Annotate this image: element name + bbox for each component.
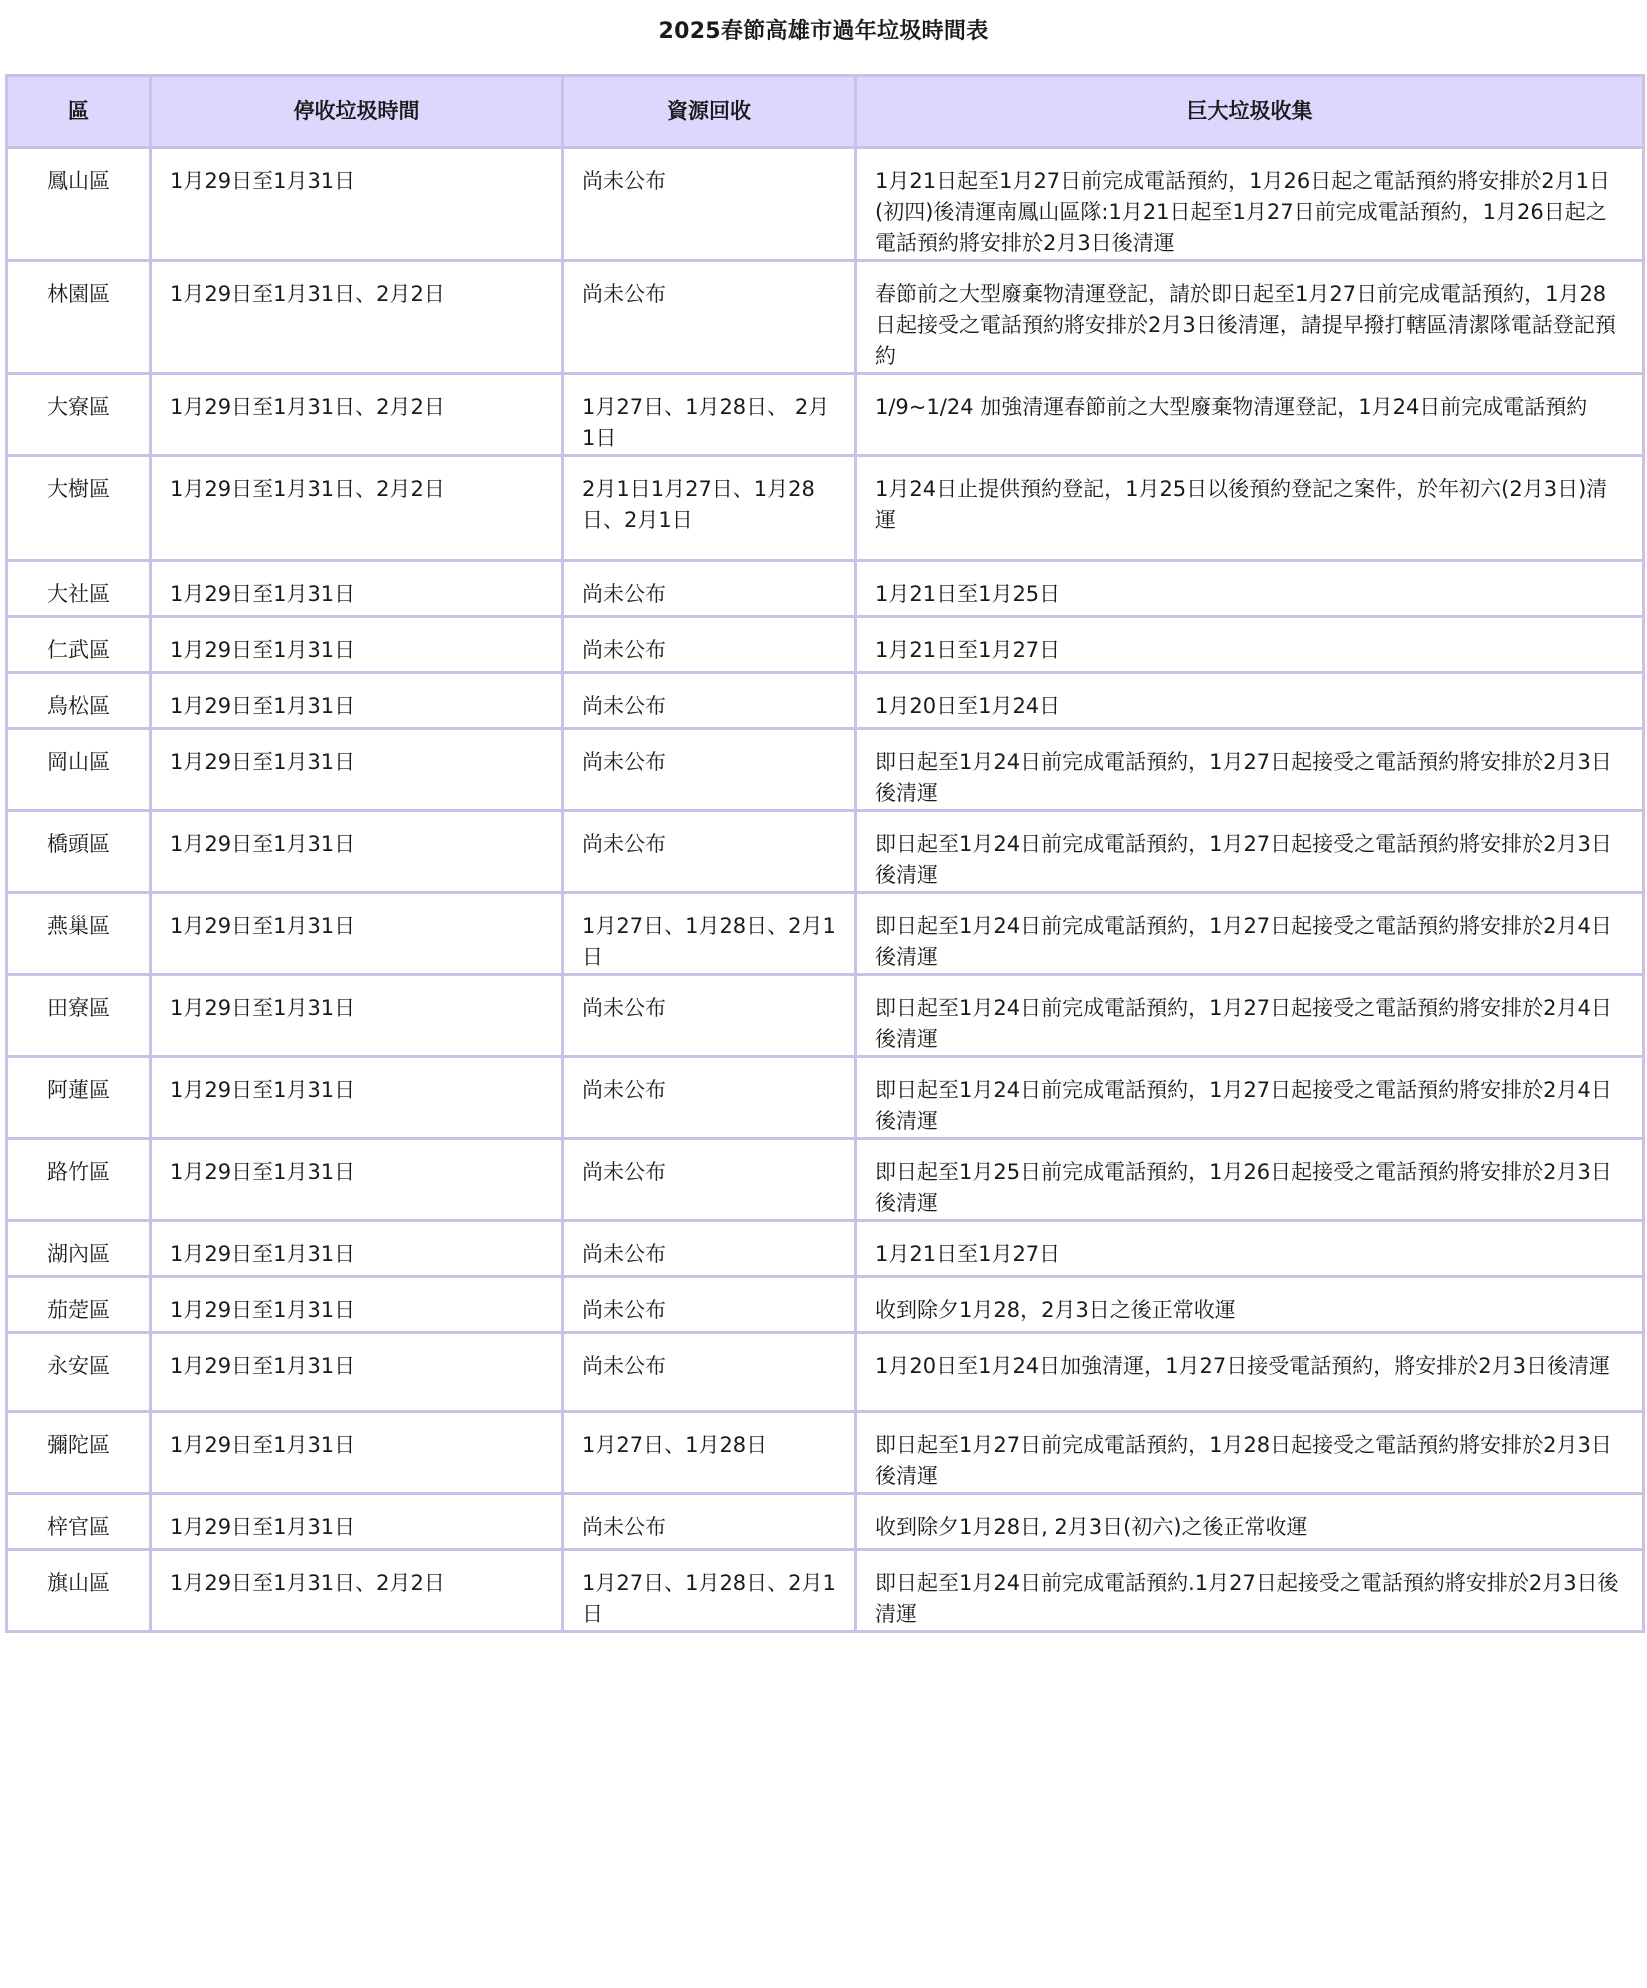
table-row: [7, 617, 1644, 673]
recycling-cell: 尚未公布: [563, 1494, 856, 1550]
stop-collection-cell: 1月29日至1月31日: [151, 1057, 563, 1139]
bulky-waste-cell: 1月21日至1月27日: [856, 1221, 1644, 1277]
stop-collection-cell: 1月29日至1月31日: [151, 1412, 563, 1494]
district-cell: 大樹區: [7, 456, 151, 561]
bulky-waste-cell: 即日起至1月24日前完成電話預約，1月27日起接受之電話預約將安排於2月3日後清運: [856, 811, 1644, 893]
table-row: [7, 811, 1644, 893]
district-cell: 旗山區: [7, 1550, 151, 1632]
district-cell: 彌陀區: [7, 1412, 151, 1494]
table-row: [7, 1277, 1644, 1333]
stop-collection-cell: 1月29日至1月31日: [151, 673, 563, 729]
header-recycling: 資源回收: [563, 76, 856, 148]
district-cell: 永安區: [7, 1333, 151, 1412]
recycling-cell: 尚未公布: [563, 261, 856, 374]
table-row: [7, 1221, 1644, 1277]
table-row: [7, 1550, 1644, 1632]
table-row: [7, 374, 1644, 456]
table-row: [7, 1412, 1644, 1494]
table-row: [7, 893, 1644, 975]
recycling-cell: 尚未公布: [563, 811, 856, 893]
page-title: 2025春節高雄市過年垃圾時間表: [658, 19, 989, 44]
recycling-cell: 2月1日1月27日、1月28日、2月1日: [563, 456, 856, 561]
header-bulky-waste: 巨大垃圾收集: [856, 76, 1644, 148]
stop-collection-cell: 1月29日至1月31日: [151, 1494, 563, 1550]
bulky-waste-cell: 即日起至1月25日前完成電話預約，1月26日起接受之電話預約將安排於2月3日後清運: [856, 1139, 1644, 1221]
stop-collection-cell: 1月29日至1月31日: [151, 1277, 563, 1333]
stop-collection-cell: 1月29日至1月31日: [151, 561, 563, 617]
recycling-cell: 尚未公布: [563, 561, 856, 617]
district-cell: 阿蓮區: [7, 1057, 151, 1139]
recycling-cell: 尚未公布: [563, 1333, 856, 1412]
recycling-cell: 尚未公布: [563, 975, 856, 1057]
bulky-waste-cell: 即日起至1月27日前完成電話預約，1月28日起接受之電話預約將安排於2月3日後清運: [856, 1412, 1644, 1494]
stop-collection-cell: 1月29日至1月31日: [151, 1221, 563, 1277]
bulky-waste-cell: 即日起至1月24日前完成電話預約.1月27日起接受之電話預約將安排於2月3日後清運: [856, 1550, 1644, 1632]
recycling-cell: 尚未公布: [563, 1221, 856, 1277]
stop-collection-cell: 1月29日至1月31日: [151, 729, 563, 811]
bulky-waste-cell: 即日起至1月24日前完成電話預約，1月27日起接受之電話預約將安排於2月4日後清運: [856, 1057, 1644, 1139]
district-cell: 鳥松區: [7, 673, 151, 729]
recycling-cell: 1月27日、1月28日: [563, 1412, 856, 1494]
table-row: [7, 729, 1644, 811]
recycling-cell: 尚未公布: [563, 673, 856, 729]
district-cell: 梓官區: [7, 1494, 151, 1550]
table-header-row: [7, 76, 1644, 148]
stop-collection-cell: 1月29日至1月31日: [151, 975, 563, 1057]
stop-collection-cell: 1月29日至1月31日、2月2日: [151, 456, 563, 561]
district-cell: 大寮區: [7, 374, 151, 456]
district-cell: 大社區: [7, 561, 151, 617]
table-row: [7, 456, 1644, 561]
stop-collection-cell: 1月29日至1月31日: [151, 893, 563, 975]
bulky-waste-cell: 即日起至1月24日前完成電話預約，1月27日起接受之電話預約將安排於2月4日後清運: [856, 893, 1644, 975]
bulky-waste-cell: 收到除夕1月28，2月3日之後正常收運: [856, 1277, 1644, 1333]
bulky-waste-cell: 1月21日起至1月27日前完成電話預約，1月26日起之電話預約將安排於2月1日(初四)後清運南鳳山區隊:1月21日起至1月27日前完成電話預約，1月26日起之電話預約將安排於2月3日後清運: [856, 148, 1644, 261]
district-cell: 茄萣區: [7, 1277, 151, 1333]
table-row: [7, 561, 1644, 617]
table-row: [7, 673, 1644, 729]
table-row: [7, 148, 1644, 261]
table-row: [7, 1333, 1644, 1412]
bulky-waste-cell: 1月20日至1月24日: [856, 673, 1644, 729]
header-district: 區: [7, 76, 151, 148]
stop-collection-cell: 1月29日至1月31日、2月2日: [151, 261, 563, 374]
bulky-waste-cell: 收到除夕1月28日, 2月3日(初六)之後正常收運: [856, 1494, 1644, 1550]
recycling-cell: 尚未公布: [563, 1057, 856, 1139]
garbage-schedule-table: [5, 74, 1645, 1633]
recycling-cell: 1月27日、1月28日、2月1日: [563, 893, 856, 975]
stop-collection-cell: 1月29日至1月31日、2月2日: [151, 1550, 563, 1632]
stop-collection-cell: 1月29日至1月31日: [151, 1333, 563, 1412]
stop-collection-cell: 1月29日至1月31日: [151, 148, 563, 261]
district-cell: 鳳山區: [7, 148, 151, 261]
stop-collection-cell: 1月29日至1月31日: [151, 811, 563, 893]
recycling-cell: 尚未公布: [563, 729, 856, 811]
table-row: [7, 261, 1644, 374]
bulky-waste-cell: 1月20日至1月24日加強清運，1月27日接受電話預約，將安排於2月3日後清運: [856, 1333, 1644, 1412]
district-cell: 湖內區: [7, 1221, 151, 1277]
district-cell: 路竹區: [7, 1139, 151, 1221]
district-cell: 岡山區: [7, 729, 151, 811]
stop-collection-cell: 1月29日至1月31日: [151, 617, 563, 673]
header-stop-collection: 停收垃圾時間: [151, 76, 563, 148]
recycling-cell: 1月27日、1月28日、2月1日: [563, 1550, 856, 1632]
table-row: [7, 1057, 1644, 1139]
recycling-cell: 尚未公布: [563, 1139, 856, 1221]
district-cell: 橋頭區: [7, 811, 151, 893]
recycling-cell: 尚未公布: [563, 1277, 856, 1333]
district-cell: 林園區: [7, 261, 151, 374]
bulky-waste-cell: 1/9~1/24 加強清運春節前之大型廢棄物清運登記，1月24日前完成電話預約: [856, 374, 1644, 456]
table-row: [7, 1494, 1644, 1550]
recycling-cell: 1月27日、1月28日、 2月1日: [563, 374, 856, 456]
bulky-waste-cell: 1月21日至1月25日: [856, 561, 1644, 617]
district-cell: 田寮區: [7, 975, 151, 1057]
stop-collection-cell: 1月29日至1月31日、2月2日: [151, 374, 563, 456]
district-cell: 燕巢區: [7, 893, 151, 975]
table-row: [7, 1139, 1644, 1221]
bulky-waste-cell: 即日起至1月24日前完成電話預約，1月27日起接受之電話預約將安排於2月4日後清運: [856, 975, 1644, 1057]
table-row: [7, 975, 1644, 1057]
stop-collection-cell: 1月29日至1月31日: [151, 1139, 563, 1221]
bulky-waste-cell: 1月21日至1月27日: [856, 617, 1644, 673]
recycling-cell: 尚未公布: [563, 148, 856, 261]
recycling-cell: 尚未公布: [563, 617, 856, 673]
bulky-waste-cell: 即日起至1月24日前完成電話預約，1月27日起接受之電話預約將安排於2月3日後清運: [856, 729, 1644, 811]
bulky-waste-cell: 春節前之大型廢棄物清運登記，請於即日起至1月27日前完成電話預約，1月28日起接受之電話預約將安排於2月3日後清運，請提早撥打轄區清潔隊電話登記預約: [856, 261, 1644, 374]
bulky-waste-cell: 1月24日止提供預約登記，1月25日以後預約登記之案件，於年初六(2月3日)清運: [856, 456, 1644, 561]
district-cell: 仁武區: [7, 617, 151, 673]
